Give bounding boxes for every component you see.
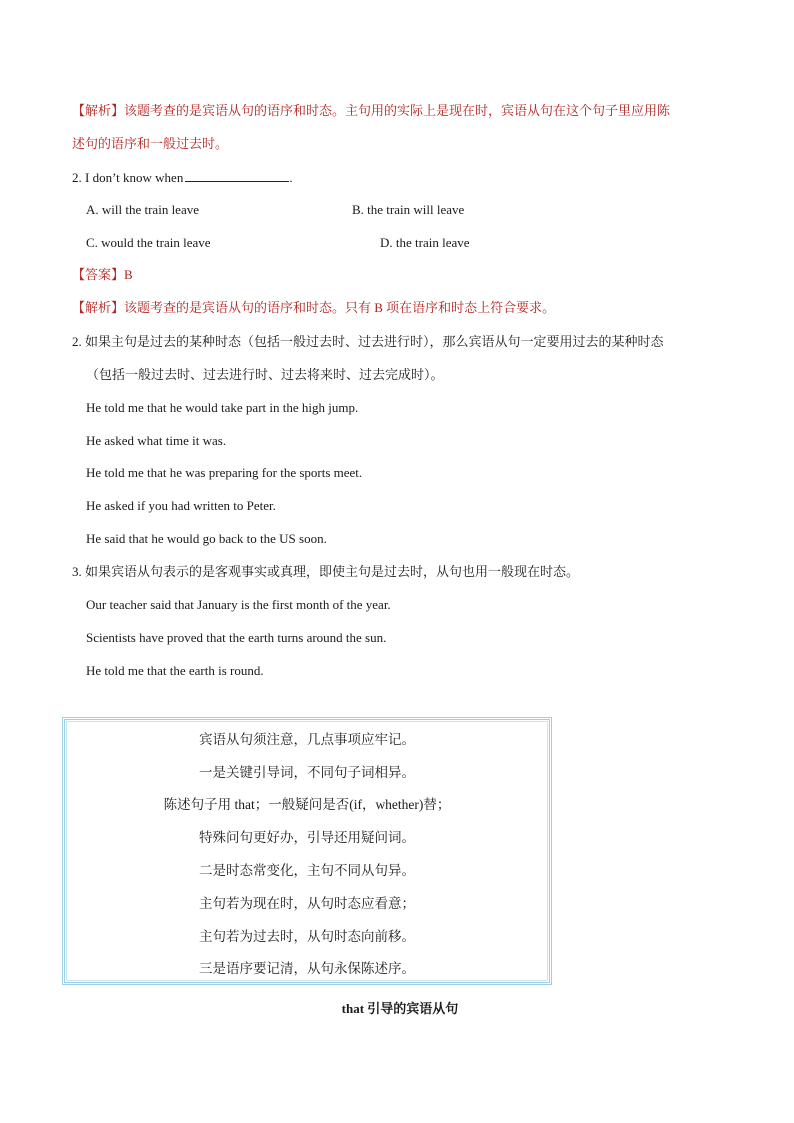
rule-2-line-2: （包括一般过去时、过去进行时、过去将来时、过去完成时）。	[86, 367, 444, 382]
mnemonic-line: 主句若为现在时，从句时态应看意；	[199, 896, 415, 911]
answer-line	[72, 266, 133, 284]
rule-3-example: Our teacher said that January is the first month of the year.	[86, 597, 391, 612]
analysis-text: 该题考查的是宾语从句的语序和时态。主句用的实际上是现在时，宾语从句在这个句子里应用陈	[124, 103, 671, 118]
option-d: D. the train leave	[380, 235, 470, 250]
rule-3-example: He told me that the earth is round.	[86, 663, 264, 678]
analysis-2-tag: 【解析】	[72, 300, 125, 315]
option-a: A. will the train leave	[86, 202, 199, 217]
analysis-2-line	[72, 299, 555, 317]
mnemonic-line: 三是语序要记清，从句永保陈述序。	[199, 961, 415, 976]
option-c: C. would the train leave	[86, 235, 211, 250]
analysis-1-line-1	[72, 102, 670, 120]
rule-3-line-1: 3. 如果宾语从句表示的是客观事实或真理，即使主句是过去时，从句也用一般现在时态。	[72, 564, 580, 579]
rule-3-example: Scientists have proved that the earth turns around the sun.	[86, 630, 387, 645]
rule-2-example: He told me that he would take part in the high jump.	[86, 400, 359, 415]
mnemonic-line: 一是关键引导词，不同句子词相异。	[199, 765, 415, 780]
option-b: B. the train will leave	[352, 202, 465, 217]
rule-2-example: He said that he would go back to the US soon.	[86, 531, 327, 546]
rule-2-example: He asked what time it was.	[86, 433, 227, 448]
analysis-2-text: 该题考查的是宾语从句的语序和时态。只有 B 项在语序和时态上符合要求。	[124, 300, 556, 315]
question-end: .	[289, 170, 293, 185]
analysis-tag: 【解析】	[72, 103, 125, 118]
question-stem	[72, 169, 293, 187]
rule-2-example: He told me that he was preparing for the sports meet.	[86, 465, 363, 480]
question-text: 2. I don’t know when	[72, 170, 184, 185]
analysis-1-line-2: 述句的语序和一般过去时。	[72, 136, 229, 151]
mnemonic-line: 宾语从句须注意，几点事项应牢记。	[199, 732, 415, 747]
section-caption: that 引导的宾语从句	[341, 1001, 459, 1016]
rule-2-line-1: 2. 如果主句是过去的某种时态（包括一般过去时、过去进行时），那么宾语从句一定要用过去的某种时态	[72, 334, 664, 349]
answer-value: B	[124, 267, 133, 282]
rule-2-example: He asked if you had written to Peter.	[86, 498, 276, 513]
mnemonic-line: 特殊问句更好办，引导还用疑问词。	[199, 830, 415, 845]
mnemonic-line: 二是时态常变化，主句不同从句异。	[199, 863, 415, 878]
answer-blank	[185, 169, 289, 182]
mnemonic-line: 陈述句子用 that；一般疑问是否(if，whether)替；	[163, 797, 451, 812]
mnemonic-line: 主句若为过去时，从句时态向前移。	[199, 929, 415, 944]
answer-tag: 【答案】	[72, 267, 125, 282]
